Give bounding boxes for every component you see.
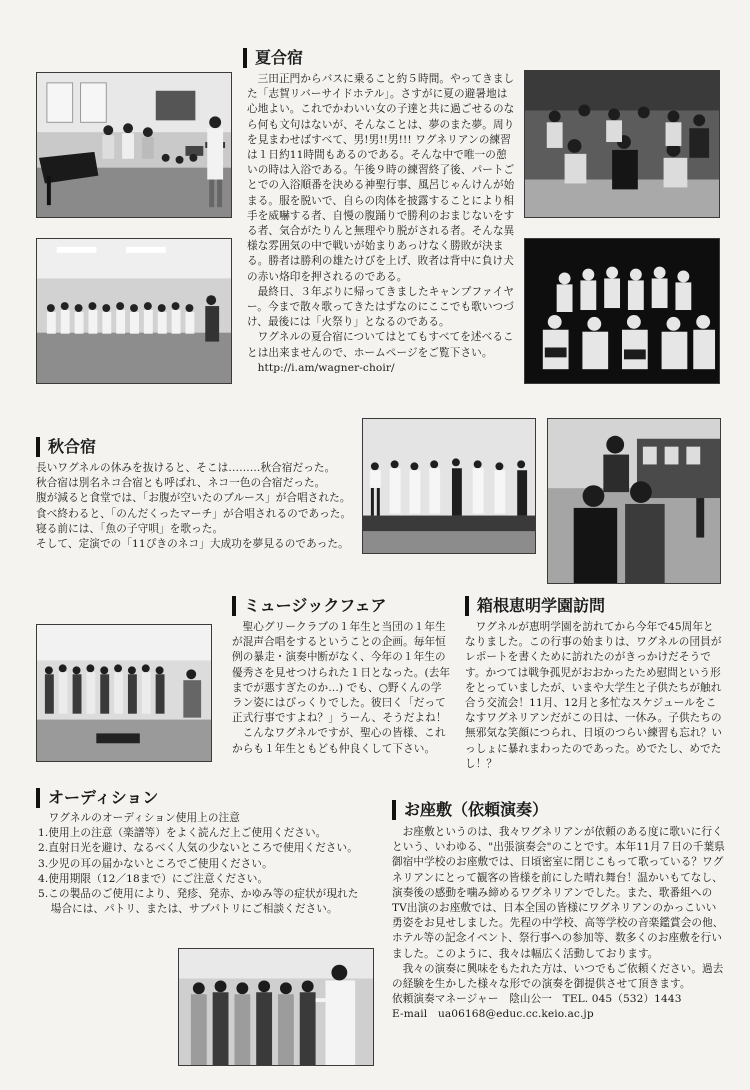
ozashiki-heading: お座敷（依頼演奏）	[392, 800, 548, 820]
summer-heading: 夏合宿	[243, 48, 303, 68]
music-fair-paragraph-1: 聖心グリークラブの１年生と当団の１年生が混声合唱をするということの企画。毎年恒例の暴走・演奏中断がなく、今年の１年生の優秀さを見せつけられた１日となった。(去年までが悪すぎたのか…) でも、○野くんの学ラン姿にはびっくりでした。彼曰く「だって正式行事ですよね？」うーん、そうだよね！	[232, 621, 451, 725]
ozashiki-paragraph-2: 我々の演奏に興味をもたれた方は、いつでもご依頼ください。過去の経験を生かした様々な形での演奏を御提供させて頂きます。	[392, 962, 724, 991]
ozashiki-paragraph-1: お座敷というのは、我々ワグネリアンが依頼のある度に歌いに行くという、いわゆる、"出張演奏会"のことです。本年11月７日の千葉県御宿中学校のお座敷では、日頃密室に閉じこもって歌っている？ワグネリアンにとって観客の皆様を前にした晴れ舞台！温かいもてなし、演奏後の感動を噛み締めるワグネリアンでした。また、歌番組へのTV出演のお座敷では、日本全国の皆様にワグネリアンのかっこいい勇姿をお見せしました。先程の中学校、高等学校の音楽鑑賞会の他、ホテル等の記念イベント、祭行事への参加等、数多くのお座敷を行いました。このように、我々は幅広く活動しております。	[392, 826, 725, 960]
audition-item-1: 1.使用上の注意（楽譜等）をよく読んだ上ご使用ください。	[38, 827, 327, 840]
hakone-paragraph-1: ワグネルが恵明学園を訪れてから今年で45周年となりました。この行事の始まりは、ワグネルの団員がレポートを書くために訪れたのがきっかけだそうです。かつては戦争孤児がおおかったため慰問という形をとっていましたが、いまや大学生と子供たちが触れ合う交流会！11月、12月と多忙なスケジュールをこなすワグネリアンだがこの日は、一休み。子供たちの無邪気な笑顔につられ、日頃のつらい練習も忘れ？いっしょに暴れまわったのであった。めでたし、めでたし！？	[465, 621, 723, 770]
music-fair-heading: ミュージックフェア	[232, 596, 387, 616]
photo-summer-campfire-group	[524, 238, 720, 384]
autumn-body	[36, 461, 356, 552]
autumn-line-3: 腹が減ると食堂では、「お腹が空いたのブルース」が合唱された。	[36, 492, 351, 505]
photo-summer-piano-rehearsal	[36, 72, 232, 218]
audition-intro: ワグネルのオーディション使用上の注意	[48, 812, 240, 824]
autumn-line-2: 秋合宿は別名ネコ合宿とも呼ばれ、ネコ一色の合宿だった。	[36, 477, 326, 490]
photo-summer-group-practice	[36, 238, 232, 384]
hakone-heading: 箱根恵明学園訪問	[465, 596, 605, 616]
autumn-line-1: 長いワグネルの休みを抜けると、そこは………秋合宿だった。	[36, 462, 336, 474]
audition-item-3: 3.少児の耳の届かないところでご使用ください。	[38, 857, 273, 870]
summer-body	[247, 72, 516, 376]
autumn-line-4: 食べ終わると、「のんだくったマーチ」が合唱されるのであった。	[36, 507, 352, 520]
photo-autumn-piggyback	[547, 418, 721, 584]
photo-autumn-stage-lineup	[362, 418, 536, 554]
audition-item-4: 4.使用期限（12／18まで）にご注意ください。	[38, 872, 269, 885]
audition-item-2: 2.直射日光を避け、なるべく人気の少ないところで使用ください。	[38, 842, 358, 855]
audition-heading: オーディション	[36, 788, 158, 808]
summer-paragraph-2: 最終日、３年ぶりに帰ってきましたキャンプファイヤー。今まで散々歌ってきたはずなのにここでも歌いつづけ、最後には「火祭り」となるのである。	[247, 285, 515, 329]
photo-music-fair-mixed-choir	[36, 624, 212, 762]
ozashiki-body	[392, 825, 726, 1023]
autumn-line-6: そして、定演での「11ぴきのネコ」大成功を夢見るのであった。	[36, 538, 349, 551]
audition-body	[38, 811, 368, 917]
music-fair-body	[232, 620, 452, 757]
autumn-line-5: 寝る前には、「魚の子守唄」を歌った。	[36, 522, 224, 535]
ozashiki-email[interactable]: E-mail ua06168@educ.cc.keio.ac.jp	[392, 1008, 594, 1021]
hakone-body	[465, 620, 723, 772]
photo-ozashiki-performance	[178, 948, 374, 1066]
audition-item-5-continued: 場合には、パトリ、または、サブパトリにご相談ください。	[50, 903, 338, 916]
music-fair-paragraph-2: こんなワグネルですが、聖心の皆様、これからも１年生ともども仲良くして下さい。	[232, 727, 446, 755]
autumn-heading: 秋合宿	[36, 437, 96, 457]
ozashiki-contact: 依頼演奏マネージャー 陰山公一 TEL. 045（532）1443	[392, 993, 682, 1006]
summer-homepage-url[interactable]: http://i.am/wagner-choir/	[257, 361, 395, 374]
summer-paragraph-1: 三田正門からバスに乗ること約５時間。やってきました「志賀リバーサイドホテル」。さすがに夏の避暑地は心地よい。これでかわいい女の子達と共に過ごせるのなら何も文句はないが、そんなことは、夢のまた夢。周りを見まわせばすべて、男!男!!男!!! ワグネリアンの練習は１日約11時間もあるのである。そんな中で唯一の憩いの時は入浴である。午後９時の練習終了後、パートごとでの入浴順番を決める神聖行事、風呂じゃんけんが始まる。服を脱いで、自らの肉体を披露することにより相手を威嚇する者、自慢の腹踊りで勝利のおまじないをする者、気合がたりんと無理やり脱がされる者。そんな異様な雰囲気の中で戦いが始まりあっけなく勝敗が決まる。勝者は勝利の雄たけびを上げ、敗者は背中に負け犬の赤い烙印を押されるのである。	[247, 73, 515, 283]
photo-summer-outdoor-gathering	[524, 70, 720, 218]
audition-item-5: 5.この製品のご使用により、発疹、発赤、かゆみ等の症状が現れた	[38, 888, 359, 901]
summer-paragraph-3: ワグネルの夏合宿についてはとてもすべてを述べることは出来ませんので、ホームページをご覧下さい。	[247, 331, 514, 359]
